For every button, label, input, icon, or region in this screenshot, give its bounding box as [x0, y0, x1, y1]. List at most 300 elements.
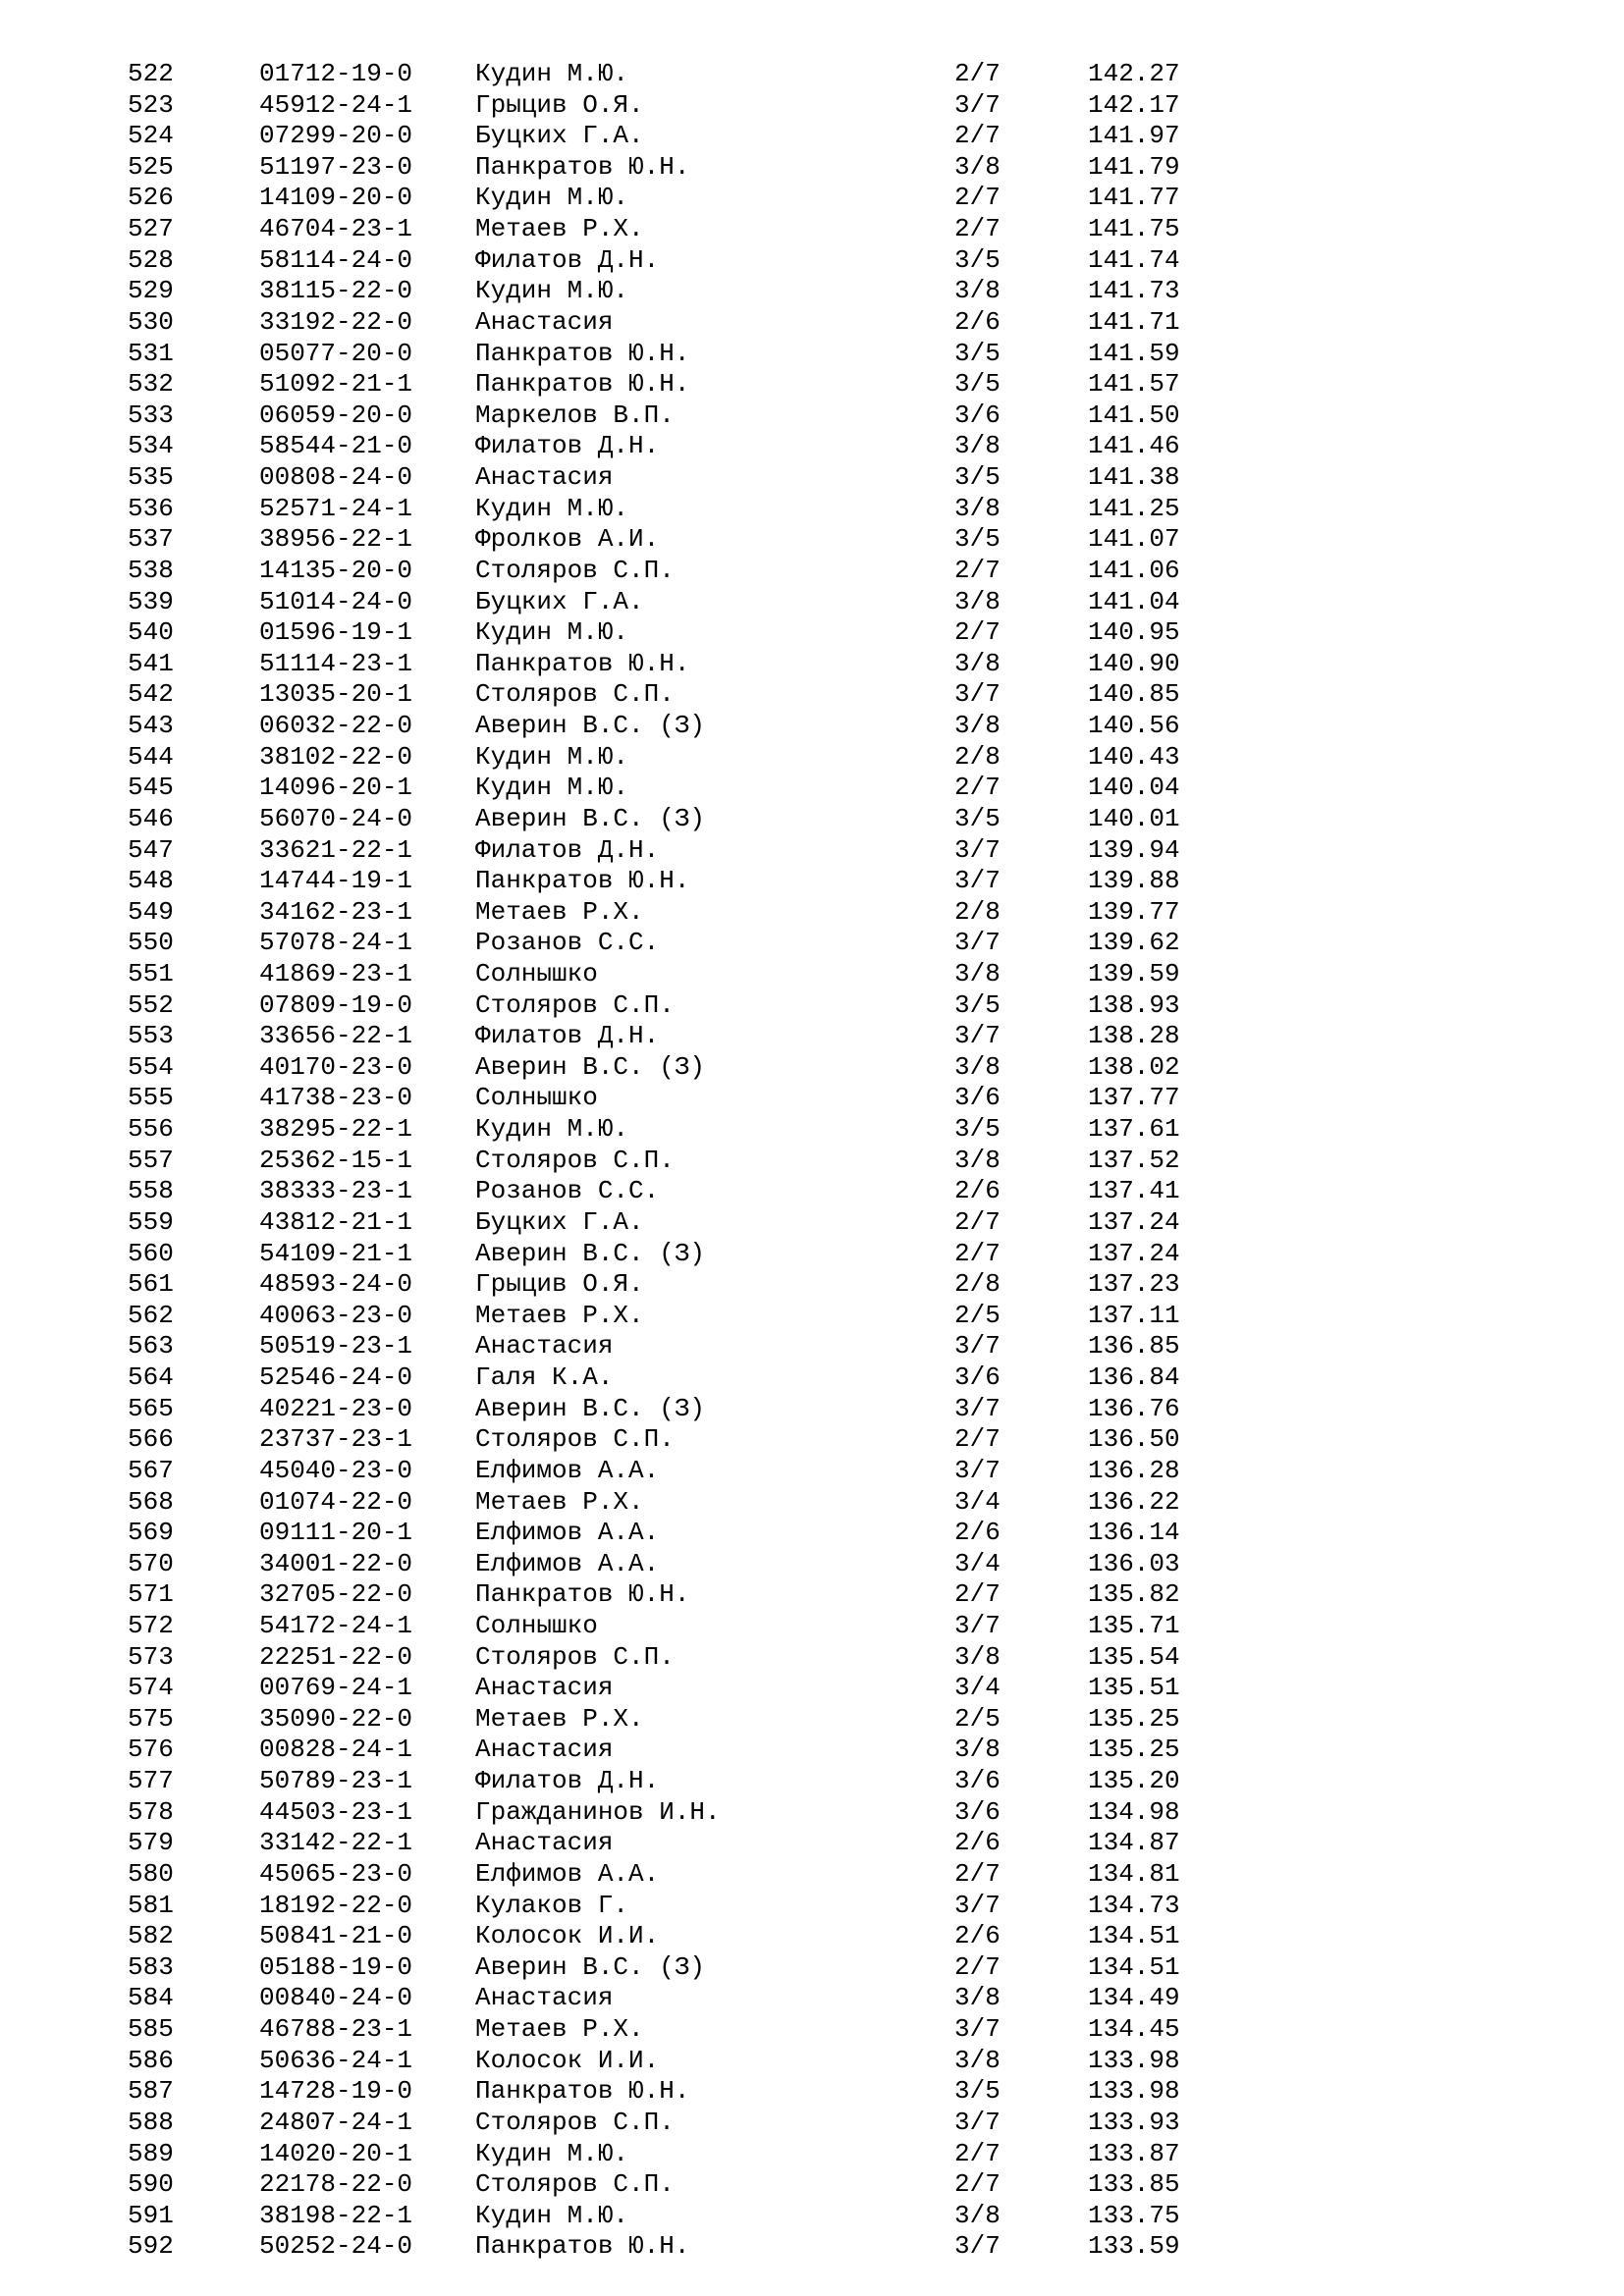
record-code: 40170-23-0 — [259, 1051, 413, 1082]
record-code: 38115-22-0 — [259, 276, 413, 306]
person-name: Маркелов В.П. — [475, 400, 675, 430]
row-number: 555 — [128, 1083, 174, 1113]
table-row — [0, 2013, 1624, 2045]
person-name: Анастасия — [475, 1983, 614, 2013]
table-row — [0, 1703, 1624, 1735]
ratio-value: 3/6 — [954, 1766, 1001, 1796]
score-value: 141.04 — [1088, 586, 1180, 616]
score-value: 140.04 — [1088, 773, 1180, 803]
table-row — [0, 1175, 1624, 1206]
record-code: 35090-22-0 — [259, 1703, 413, 1734]
row-number: 572 — [128, 1611, 174, 1640]
row-number: 558 — [128, 1176, 174, 1206]
ratio-value: 2/6 — [954, 1176, 1001, 1206]
ratio-value: 3/8 — [954, 1051, 1001, 1082]
record-code: 51114-23-1 — [259, 648, 413, 678]
table-row — [0, 772, 1624, 803]
row-number: 553 — [128, 1021, 174, 1051]
person-name: Метаев Р.Х. — [475, 896, 644, 927]
ratio-value: 3/7 — [954, 928, 1001, 958]
table-row — [0, 834, 1624, 866]
row-number: 522 — [128, 59, 174, 88]
row-number: 578 — [128, 1796, 174, 1827]
row-number: 566 — [128, 1424, 174, 1455]
score-value: 141.74 — [1088, 244, 1180, 275]
record-code: 45065-23-0 — [259, 1858, 413, 1889]
ratio-value: 3/7 — [954, 89, 1001, 120]
record-code: 25362-15-1 — [259, 1145, 413, 1175]
record-code: 40063-23-0 — [259, 1300, 413, 1330]
table-row — [0, 2138, 1624, 2169]
score-value: 135.82 — [1088, 1579, 1180, 1610]
person-name: Анастасия — [475, 462, 614, 493]
record-code: 23737-23-1 — [259, 1424, 413, 1455]
person-name: Филатов Д.Н. — [475, 431, 660, 461]
ratio-value: 3/7 — [954, 2014, 1001, 2045]
ratio-value: 3/4 — [954, 1548, 1001, 1578]
ratio-value: 3/6 — [954, 400, 1001, 430]
person-name: Елфимов А.А. — [475, 1455, 660, 1485]
person-name: Колосок И.И. — [475, 1921, 660, 1951]
table-row — [0, 306, 1624, 338]
table-row — [0, 1827, 1624, 1858]
ratio-value: 3/8 — [954, 151, 1001, 182]
score-value: 141.57 — [1088, 369, 1180, 400]
table-row — [0, 2200, 1624, 2231]
score-value: 139.59 — [1088, 958, 1180, 988]
ratio-value: 3/7 — [954, 679, 1001, 710]
row-number: 545 — [128, 773, 174, 803]
ratio-value: 2/7 — [954, 2169, 1001, 2200]
person-name: Кудин М.Ю. — [475, 183, 629, 213]
score-value: 140.95 — [1088, 617, 1180, 648]
ratio-value: 3/8 — [954, 1735, 1001, 1765]
table-row — [0, 1548, 1624, 1579]
person-name: Метаев Р.Х. — [475, 1703, 644, 1734]
row-number: 530 — [128, 306, 174, 337]
score-value: 134.45 — [1088, 2014, 1180, 2045]
table-row — [0, 2230, 1624, 2262]
ratio-value: 3/8 — [954, 958, 1001, 988]
table-row — [0, 1051, 1624, 1083]
record-code: 41869-23-1 — [259, 958, 413, 988]
table-row — [0, 1610, 1624, 1641]
table-row — [0, 648, 1624, 679]
score-value: 136.85 — [1088, 1331, 1180, 1362]
record-code: 14020-20-1 — [259, 2138, 413, 2168]
score-value: 139.94 — [1088, 834, 1180, 865]
ratio-value: 3/7 — [954, 834, 1001, 865]
person-name: Буцких Г.А. — [475, 586, 644, 616]
table-row — [0, 461, 1624, 493]
score-value: 137.61 — [1088, 1114, 1180, 1145]
table-row — [0, 58, 1624, 89]
record-code: 18192-22-0 — [259, 1890, 413, 1920]
record-code: 38198-22-1 — [259, 2200, 413, 2230]
ratio-value: 3/8 — [954, 586, 1001, 616]
score-value: 141.73 — [1088, 276, 1180, 306]
ratio-value: 2/7 — [954, 121, 1001, 151]
table-row — [0, 896, 1624, 928]
row-number: 565 — [128, 1393, 174, 1423]
score-value: 141.50 — [1088, 400, 1180, 430]
row-number: 543 — [128, 711, 174, 741]
record-code: 06059-20-0 — [259, 400, 413, 430]
person-name: Анастасия — [475, 306, 614, 337]
person-name: Солнышко — [475, 958, 598, 988]
record-code: 22178-22-0 — [259, 2169, 413, 2200]
row-number: 547 — [128, 834, 174, 865]
record-code: 45040-23-0 — [259, 1455, 413, 1485]
person-name: Буцких Г.А. — [475, 1206, 644, 1237]
person-name: Панкратов Ю.Н. — [475, 369, 690, 400]
ratio-value: 3/6 — [954, 1083, 1001, 1113]
person-name: Столяров С.П. — [475, 2169, 675, 2200]
score-value: 137.11 — [1088, 1300, 1180, 1330]
record-code: 50841-21-0 — [259, 1921, 413, 1951]
table-row — [0, 710, 1624, 741]
record-code: 07809-19-0 — [259, 989, 413, 1020]
person-name: Филатов Д.Н. — [475, 1766, 660, 1796]
person-name: Столяров С.П. — [475, 679, 675, 710]
table-row — [0, 213, 1624, 244]
row-number: 538 — [128, 555, 174, 585]
table-row — [0, 1362, 1624, 1393]
table-row — [0, 89, 1624, 121]
person-name: Аверин В.С. (З) — [475, 1238, 706, 1268]
row-number: 531 — [128, 338, 174, 368]
person-name: Кудин М.Ю. — [475, 2200, 629, 2230]
person-name: Столяров С.П. — [475, 555, 675, 585]
person-name: Кудин М.Ю. — [475, 2138, 629, 2168]
row-number: 584 — [128, 1983, 174, 2013]
record-code: 00808-24-0 — [259, 462, 413, 493]
person-name: Панкратов Ю.Н. — [475, 151, 690, 182]
person-name: Кудин М.Ю. — [475, 741, 629, 772]
score-value: 135.25 — [1088, 1703, 1180, 1734]
ratio-value: 3/7 — [954, 2231, 1001, 2262]
table-row — [0, 182, 1624, 213]
record-code: 14744-19-1 — [259, 866, 413, 896]
score-value: 141.46 — [1088, 431, 1180, 461]
ratio-value: 3/5 — [954, 462, 1001, 493]
row-number: 564 — [128, 1362, 174, 1393]
ratio-value: 3/7 — [954, 1393, 1001, 1423]
ratio-value: 2/6 — [954, 1518, 1001, 1548]
row-number: 534 — [128, 431, 174, 461]
person-name: Панкратов Ю.Н. — [475, 1579, 690, 1610]
person-name: Столяров С.П. — [475, 1641, 675, 1672]
table-row — [0, 1300, 1624, 1331]
record-code: 38956-22-1 — [259, 524, 413, 555]
record-code: 58114-24-0 — [259, 244, 413, 275]
person-name: Кудин М.Ю. — [475, 493, 629, 523]
score-value: 142.17 — [1088, 89, 1180, 120]
row-number: 582 — [128, 1921, 174, 1951]
person-name: Кудин М.Ю. — [475, 617, 629, 648]
ratio-value: 3/8 — [954, 1983, 1001, 2013]
person-name: Солнышко — [475, 1083, 598, 1113]
record-code: 01074-22-0 — [259, 1486, 413, 1517]
row-number: 577 — [128, 1766, 174, 1796]
person-name: Аверин В.С. (З) — [475, 1051, 706, 1082]
ratio-value: 2/7 — [954, 1238, 1001, 1268]
record-code: 14109-20-0 — [259, 183, 413, 213]
person-name: Аверин В.С. (З) — [475, 1393, 706, 1423]
score-value: 135.71 — [1088, 1611, 1180, 1640]
record-code: 57078-24-1 — [259, 928, 413, 958]
table-row — [0, 1765, 1624, 1796]
ratio-value: 2/7 — [954, 617, 1001, 648]
record-code: 24807-24-1 — [259, 2107, 413, 2137]
score-value: 134.73 — [1088, 1890, 1180, 1920]
score-value: 136.28 — [1088, 1455, 1180, 1485]
record-code: 50636-24-1 — [259, 2045, 413, 2075]
row-number: 525 — [128, 151, 174, 182]
score-value: 135.51 — [1088, 1673, 1180, 1703]
score-value: 135.20 — [1088, 1766, 1180, 1796]
ratio-value: 3/7 — [954, 1611, 1001, 1640]
row-number: 586 — [128, 2045, 174, 2075]
score-value: 133.75 — [1088, 2200, 1180, 2230]
ratio-value: 3/8 — [954, 711, 1001, 741]
ratio-value: 3/5 — [954, 1114, 1001, 1145]
ratio-value: 2/7 — [954, 59, 1001, 88]
person-name: Филатов Д.Н. — [475, 244, 660, 275]
person-name: Филатов Д.Н. — [475, 834, 660, 865]
table-row — [0, 1113, 1624, 1145]
table-row — [0, 927, 1624, 958]
score-value: 134.81 — [1088, 1858, 1180, 1889]
row-number: 536 — [128, 493, 174, 523]
ratio-value: 3/5 — [954, 2076, 1001, 2107]
table-row — [0, 1393, 1624, 1424]
row-number: 532 — [128, 369, 174, 400]
score-value: 134.87 — [1088, 1828, 1180, 1858]
score-value: 133.87 — [1088, 2138, 1180, 2168]
table-row — [0, 151, 1624, 183]
person-name: Розанов С.С. — [475, 928, 660, 958]
ratio-value: 3/8 — [954, 1641, 1001, 1672]
person-name: Панкратов Ю.Н. — [475, 2231, 690, 2262]
person-name: Елфимов А.А. — [475, 1548, 660, 1578]
table-row — [0, 493, 1624, 524]
table-row — [0, 2168, 1624, 2200]
row-number: 571 — [128, 1579, 174, 1610]
score-value: 140.90 — [1088, 648, 1180, 678]
record-code: 45912-24-1 — [259, 89, 413, 120]
record-code: 54172-24-1 — [259, 1611, 413, 1640]
row-number: 561 — [128, 1269, 174, 1300]
person-name: Панкратов Ю.Н. — [475, 338, 690, 368]
table-row — [0, 1858, 1624, 1890]
table-row — [0, 865, 1624, 896]
row-number: 562 — [128, 1300, 174, 1330]
ratio-value: 3/5 — [954, 803, 1001, 833]
score-value: 141.77 — [1088, 183, 1180, 213]
score-value: 136.50 — [1088, 1424, 1180, 1455]
row-number: 551 — [128, 958, 174, 988]
person-name: Грыцив О.Я. — [475, 1269, 644, 1300]
score-value: 136.22 — [1088, 1486, 1180, 1517]
table-row — [0, 1206, 1624, 1238]
ratio-value: 3/5 — [954, 244, 1001, 275]
ratio-value: 2/6 — [954, 306, 1001, 337]
person-name: Розанов С.С. — [475, 1176, 660, 1206]
row-number: 542 — [128, 679, 174, 710]
row-number: 583 — [128, 1951, 174, 1982]
row-number: 575 — [128, 1703, 174, 1734]
table-row — [0, 1920, 1624, 1951]
record-code: 05077-20-0 — [259, 338, 413, 368]
table-row — [0, 1145, 1624, 1176]
person-name: Кулаков Г. — [475, 1890, 629, 1920]
record-code: 51197-23-0 — [259, 151, 413, 182]
ratio-value: 2/7 — [954, 214, 1001, 244]
person-name: Кудин М.Ю. — [475, 773, 629, 803]
table-row — [0, 1020, 1624, 1051]
table-row — [0, 1238, 1624, 1269]
person-name: Анастасия — [475, 1828, 614, 1858]
record-code: 46788-23-1 — [259, 2014, 413, 2045]
record-code: 33192-22-0 — [259, 306, 413, 337]
table-row — [0, 523, 1624, 555]
record-code: 44503-23-1 — [259, 1796, 413, 1827]
ratio-value: 2/7 — [954, 1858, 1001, 1889]
person-name: Буцких Г.А. — [475, 121, 644, 151]
ratio-value: 3/5 — [954, 524, 1001, 555]
score-value: 137.52 — [1088, 1145, 1180, 1175]
ratio-value: 2/8 — [954, 1269, 1001, 1300]
table-row — [0, 275, 1624, 306]
record-code: 58544-21-0 — [259, 431, 413, 461]
person-name: Панкратов Ю.Н. — [475, 866, 690, 896]
score-value: 138.93 — [1088, 989, 1180, 1020]
record-code: 14135-20-0 — [259, 555, 413, 585]
row-number: 526 — [128, 183, 174, 213]
ratio-value: 3/7 — [954, 1455, 1001, 1485]
record-code: 13035-20-1 — [259, 679, 413, 710]
row-number: 570 — [128, 1548, 174, 1578]
table-row — [0, 1890, 1624, 1921]
ratio-value: 2/7 — [954, 1951, 1001, 1982]
score-value: 136.03 — [1088, 1548, 1180, 1578]
ratio-value: 2/7 — [954, 2138, 1001, 2168]
table-row — [0, 2075, 1624, 2107]
person-name: Аверин В.С. (З) — [475, 803, 706, 833]
score-value: 133.98 — [1088, 2076, 1180, 2107]
ratio-value: 3/4 — [954, 1486, 1001, 1517]
ratio-value: 3/8 — [954, 276, 1001, 306]
row-number: 576 — [128, 1735, 174, 1765]
ratio-value: 2/5 — [954, 1300, 1001, 1330]
score-value: 141.79 — [1088, 151, 1180, 182]
table-row — [0, 338, 1624, 369]
record-code: 14728-19-0 — [259, 2076, 413, 2107]
record-code: 50519-23-1 — [259, 1331, 413, 1362]
score-value: 141.97 — [1088, 121, 1180, 151]
row-number: 567 — [128, 1455, 174, 1485]
row-number: 540 — [128, 617, 174, 648]
ratio-value: 3/7 — [954, 1890, 1001, 1920]
score-value: 137.41 — [1088, 1176, 1180, 1206]
row-number: 541 — [128, 648, 174, 678]
table-row — [0, 2107, 1624, 2138]
row-number: 549 — [128, 896, 174, 927]
person-name: Столяров С.П. — [475, 1145, 675, 1175]
table-row — [0, 586, 1624, 617]
person-name: Филатов Д.Н. — [475, 1021, 660, 1051]
table-row — [0, 1982, 1624, 2013]
row-number: 580 — [128, 1858, 174, 1889]
row-number: 550 — [128, 928, 174, 958]
ratio-value: 2/5 — [954, 1703, 1001, 1734]
row-number: 523 — [128, 89, 174, 120]
table-row — [0, 555, 1624, 586]
score-value: 142.27 — [1088, 59, 1180, 88]
record-code: 01596-19-1 — [259, 617, 413, 648]
row-number: 527 — [128, 214, 174, 244]
record-code: 05188-19-0 — [259, 1951, 413, 1982]
score-value: 137.77 — [1088, 1083, 1180, 1113]
score-value: 136.84 — [1088, 1362, 1180, 1393]
ratio-value: 3/7 — [954, 2107, 1001, 2137]
record-code: 46704-23-1 — [259, 214, 413, 244]
ratio-value: 2/6 — [954, 1828, 1001, 1858]
ratio-value: 3/5 — [954, 338, 1001, 368]
person-name: Панкратов Ю.Н. — [475, 648, 690, 678]
row-number: 544 — [128, 741, 174, 772]
person-name: Гражданинов И.Н. — [475, 1796, 721, 1827]
score-value: 134.98 — [1088, 1796, 1180, 1827]
ratio-value: 3/8 — [954, 2045, 1001, 2075]
table-row — [0, 1796, 1624, 1828]
table-row — [0, 1486, 1624, 1518]
record-code: 06032-22-0 — [259, 711, 413, 741]
ratio-value: 3/7 — [954, 1021, 1001, 1051]
row-number: 574 — [128, 1673, 174, 1703]
table-row — [0, 989, 1624, 1021]
person-name: Метаев Р.Х. — [475, 2014, 644, 2045]
score-value: 137.23 — [1088, 1269, 1180, 1300]
score-value: 136.14 — [1088, 1518, 1180, 1548]
table-row — [0, 244, 1624, 276]
score-value: 137.24 — [1088, 1206, 1180, 1237]
table-row — [0, 1641, 1624, 1673]
ratio-value: 2/7 — [954, 555, 1001, 585]
person-name: Панкратов Ю.Н. — [475, 2076, 690, 2107]
score-value: 141.07 — [1088, 524, 1180, 555]
score-value: 136.76 — [1088, 1393, 1180, 1423]
person-name: Метаев Р.Х. — [475, 1300, 644, 1330]
ratio-value: 3/4 — [954, 1673, 1001, 1703]
table-row — [0, 1517, 1624, 1548]
record-code: 50789-23-1 — [259, 1766, 413, 1796]
record-code: 32705-22-0 — [259, 1579, 413, 1610]
score-value: 135.54 — [1088, 1641, 1180, 1672]
row-number: 568 — [128, 1486, 174, 1517]
table-row — [0, 400, 1624, 431]
row-number: 539 — [128, 586, 174, 616]
record-code: 40221-23-0 — [259, 1393, 413, 1423]
record-code: 54109-21-1 — [259, 1238, 413, 1268]
table-row — [0, 1951, 1624, 1983]
record-code: 56070-24-0 — [259, 803, 413, 833]
record-code: 38333-23-1 — [259, 1176, 413, 1206]
record-code: 00769-24-1 — [259, 1673, 413, 1703]
person-name: Анастасия — [475, 1673, 614, 1703]
row-number: 592 — [128, 2231, 174, 2262]
